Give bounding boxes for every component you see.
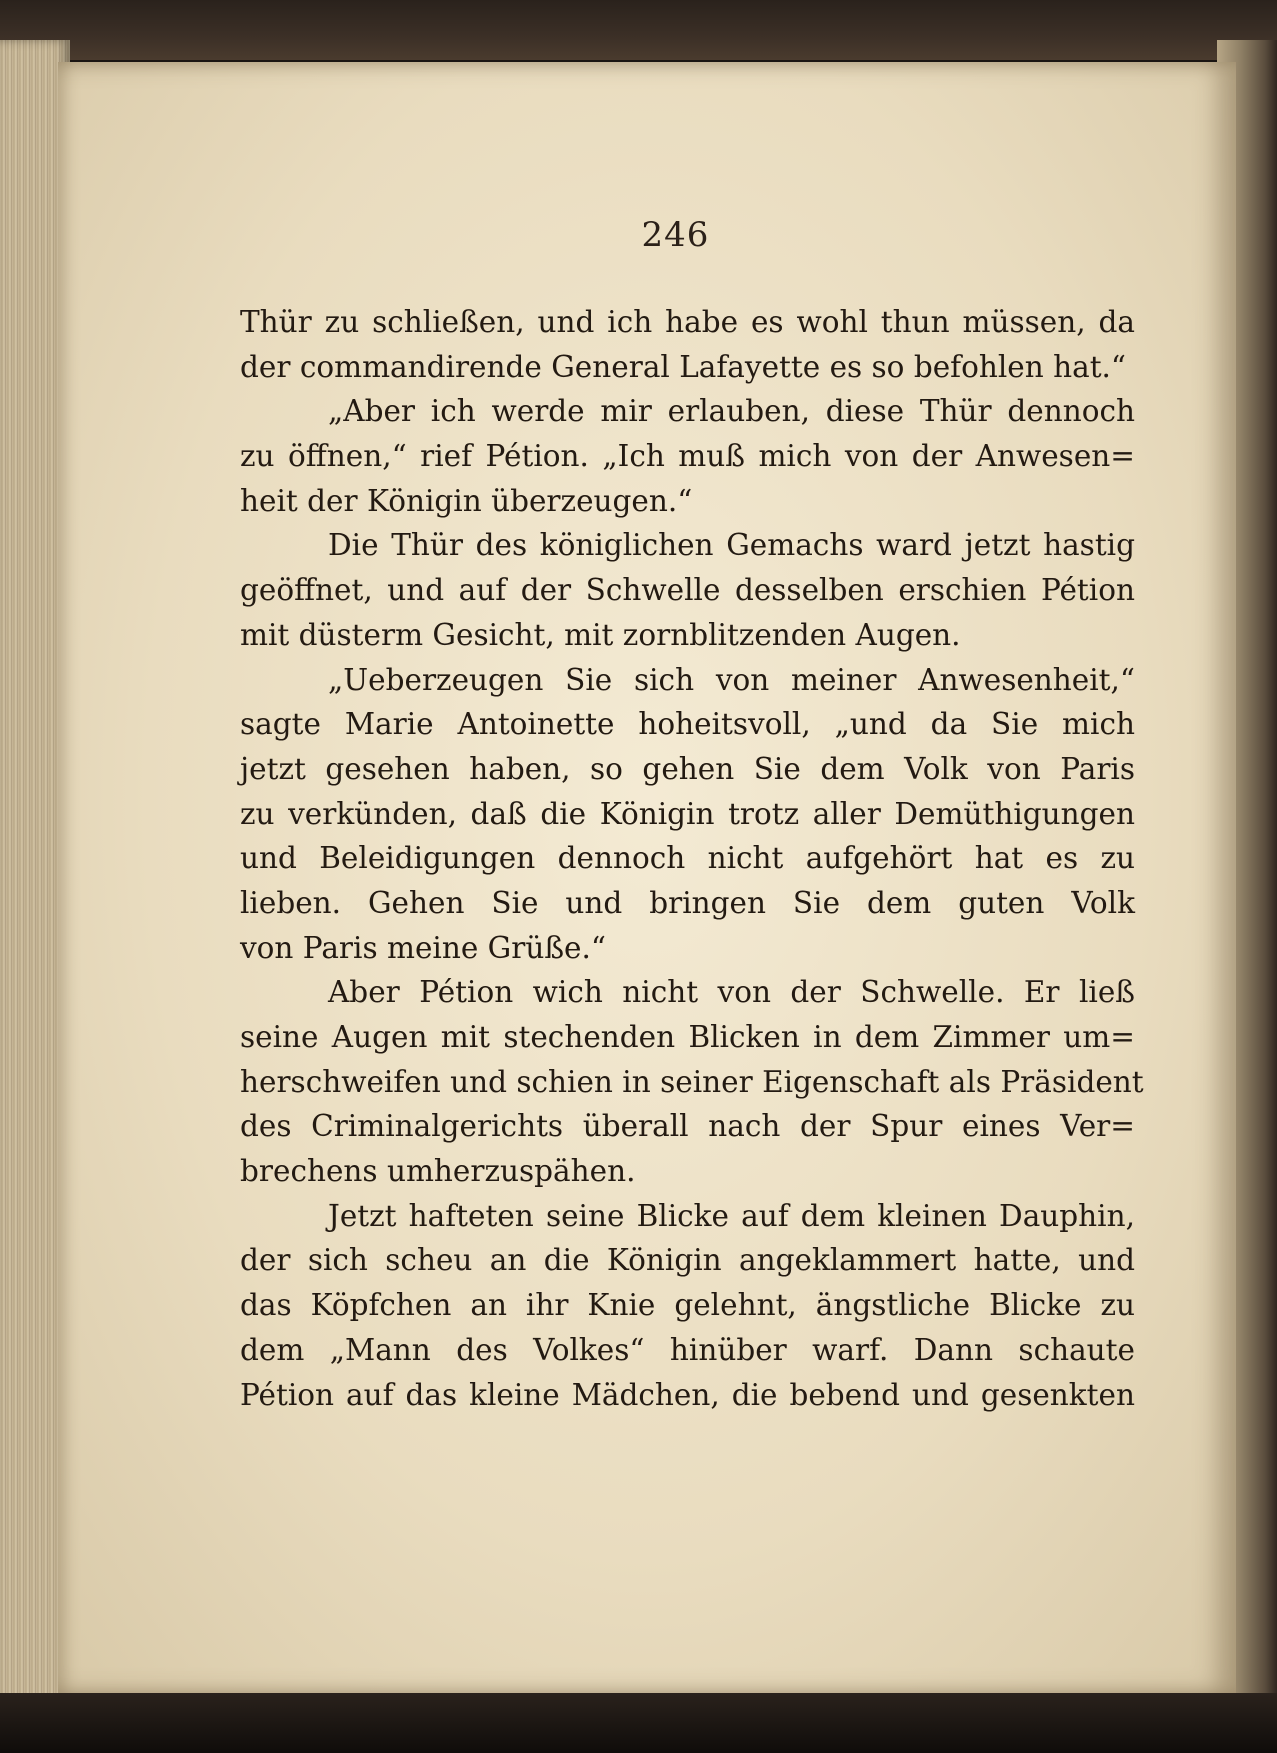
page-number: 246 (641, 215, 710, 255)
text-line: Thür zu schließen, und ich habe es wohl thun müssen, da (240, 305, 1135, 339)
text-line: zu verkünden, daß die Königin trotz aller Demüthigungen (240, 796, 1135, 831)
book-cover-bottom (0, 1693, 1277, 1753)
text-line: Die Thür des königlichen Gemachs ward jetzt hastig (328, 528, 1135, 563)
text-line: heit der Königin überzeugen.“ (240, 483, 693, 518)
book-cover-top (0, 0, 1277, 60)
text-line: der sich scheu an die Königin angeklammert hatte, und (240, 1243, 1135, 1278)
text-line: und Beleidigungen dennoch nicht aufgehört hat es zu (240, 841, 1135, 876)
text-line: von Paris meine Grüße.“ (240, 930, 606, 965)
body-text (240, 300, 1144, 1417)
text-line: zu öffnen,“ rief Pétion. „Ich muß mich von der Anwesen= (240, 439, 1135, 474)
text-line: „Aber ich werde mir erlauben, diese Thür dennoch (328, 394, 1135, 429)
text-line: Aber Pétion wich nicht von der Schwelle. Er ließ (328, 975, 1135, 1010)
text-line: des Criminalgerichts überall nach der Spur eines Ver= (240, 1109, 1135, 1144)
text-line: Jetzt hafteten seine Blicke auf dem kleinen Dauphin, (328, 1198, 1135, 1233)
text-line: geöffnet, und auf der Schwelle desselben erschien Pétion (240, 573, 1135, 608)
text-line: sagte Marie Antoinette hoheitsvoll, „und da Sie mich (240, 707, 1135, 742)
text-line: jetzt gesehen haben, so gehen Sie dem Volk von Paris (240, 751, 1135, 786)
text-line: Pétion auf das kleine Mädchen, die bebend und gesenkten (240, 1377, 1135, 1412)
text-line: das Köpfchen an ihr Knie gelehnt, ängstliche Blicke zu (240, 1288, 1135, 1323)
text-line: der commandirende General Lafayette es so befohlen hat.“ (240, 349, 1127, 384)
text-line: mit düsterm Gesicht, mit zornblitzenden Augen. (240, 617, 961, 652)
text-line: herschweifen und schien in seiner Eigenschaft als Präsident (240, 1064, 1144, 1099)
text-line: „Ueberzeugen Sie sich von meiner Anwesenheit,“ (328, 662, 1135, 697)
text-line: dem „Mann des Volkes“ hinüber warf. Dann schaute (240, 1332, 1135, 1367)
text-line: seine Augen mit stechenden Blicken in dem Zimmer um= (240, 1020, 1135, 1054)
text-line: lieben. Gehen Sie und bringen Sie dem guten Volk (240, 885, 1135, 920)
text-line: brechens umherzuspähen. (240, 1154, 636, 1189)
